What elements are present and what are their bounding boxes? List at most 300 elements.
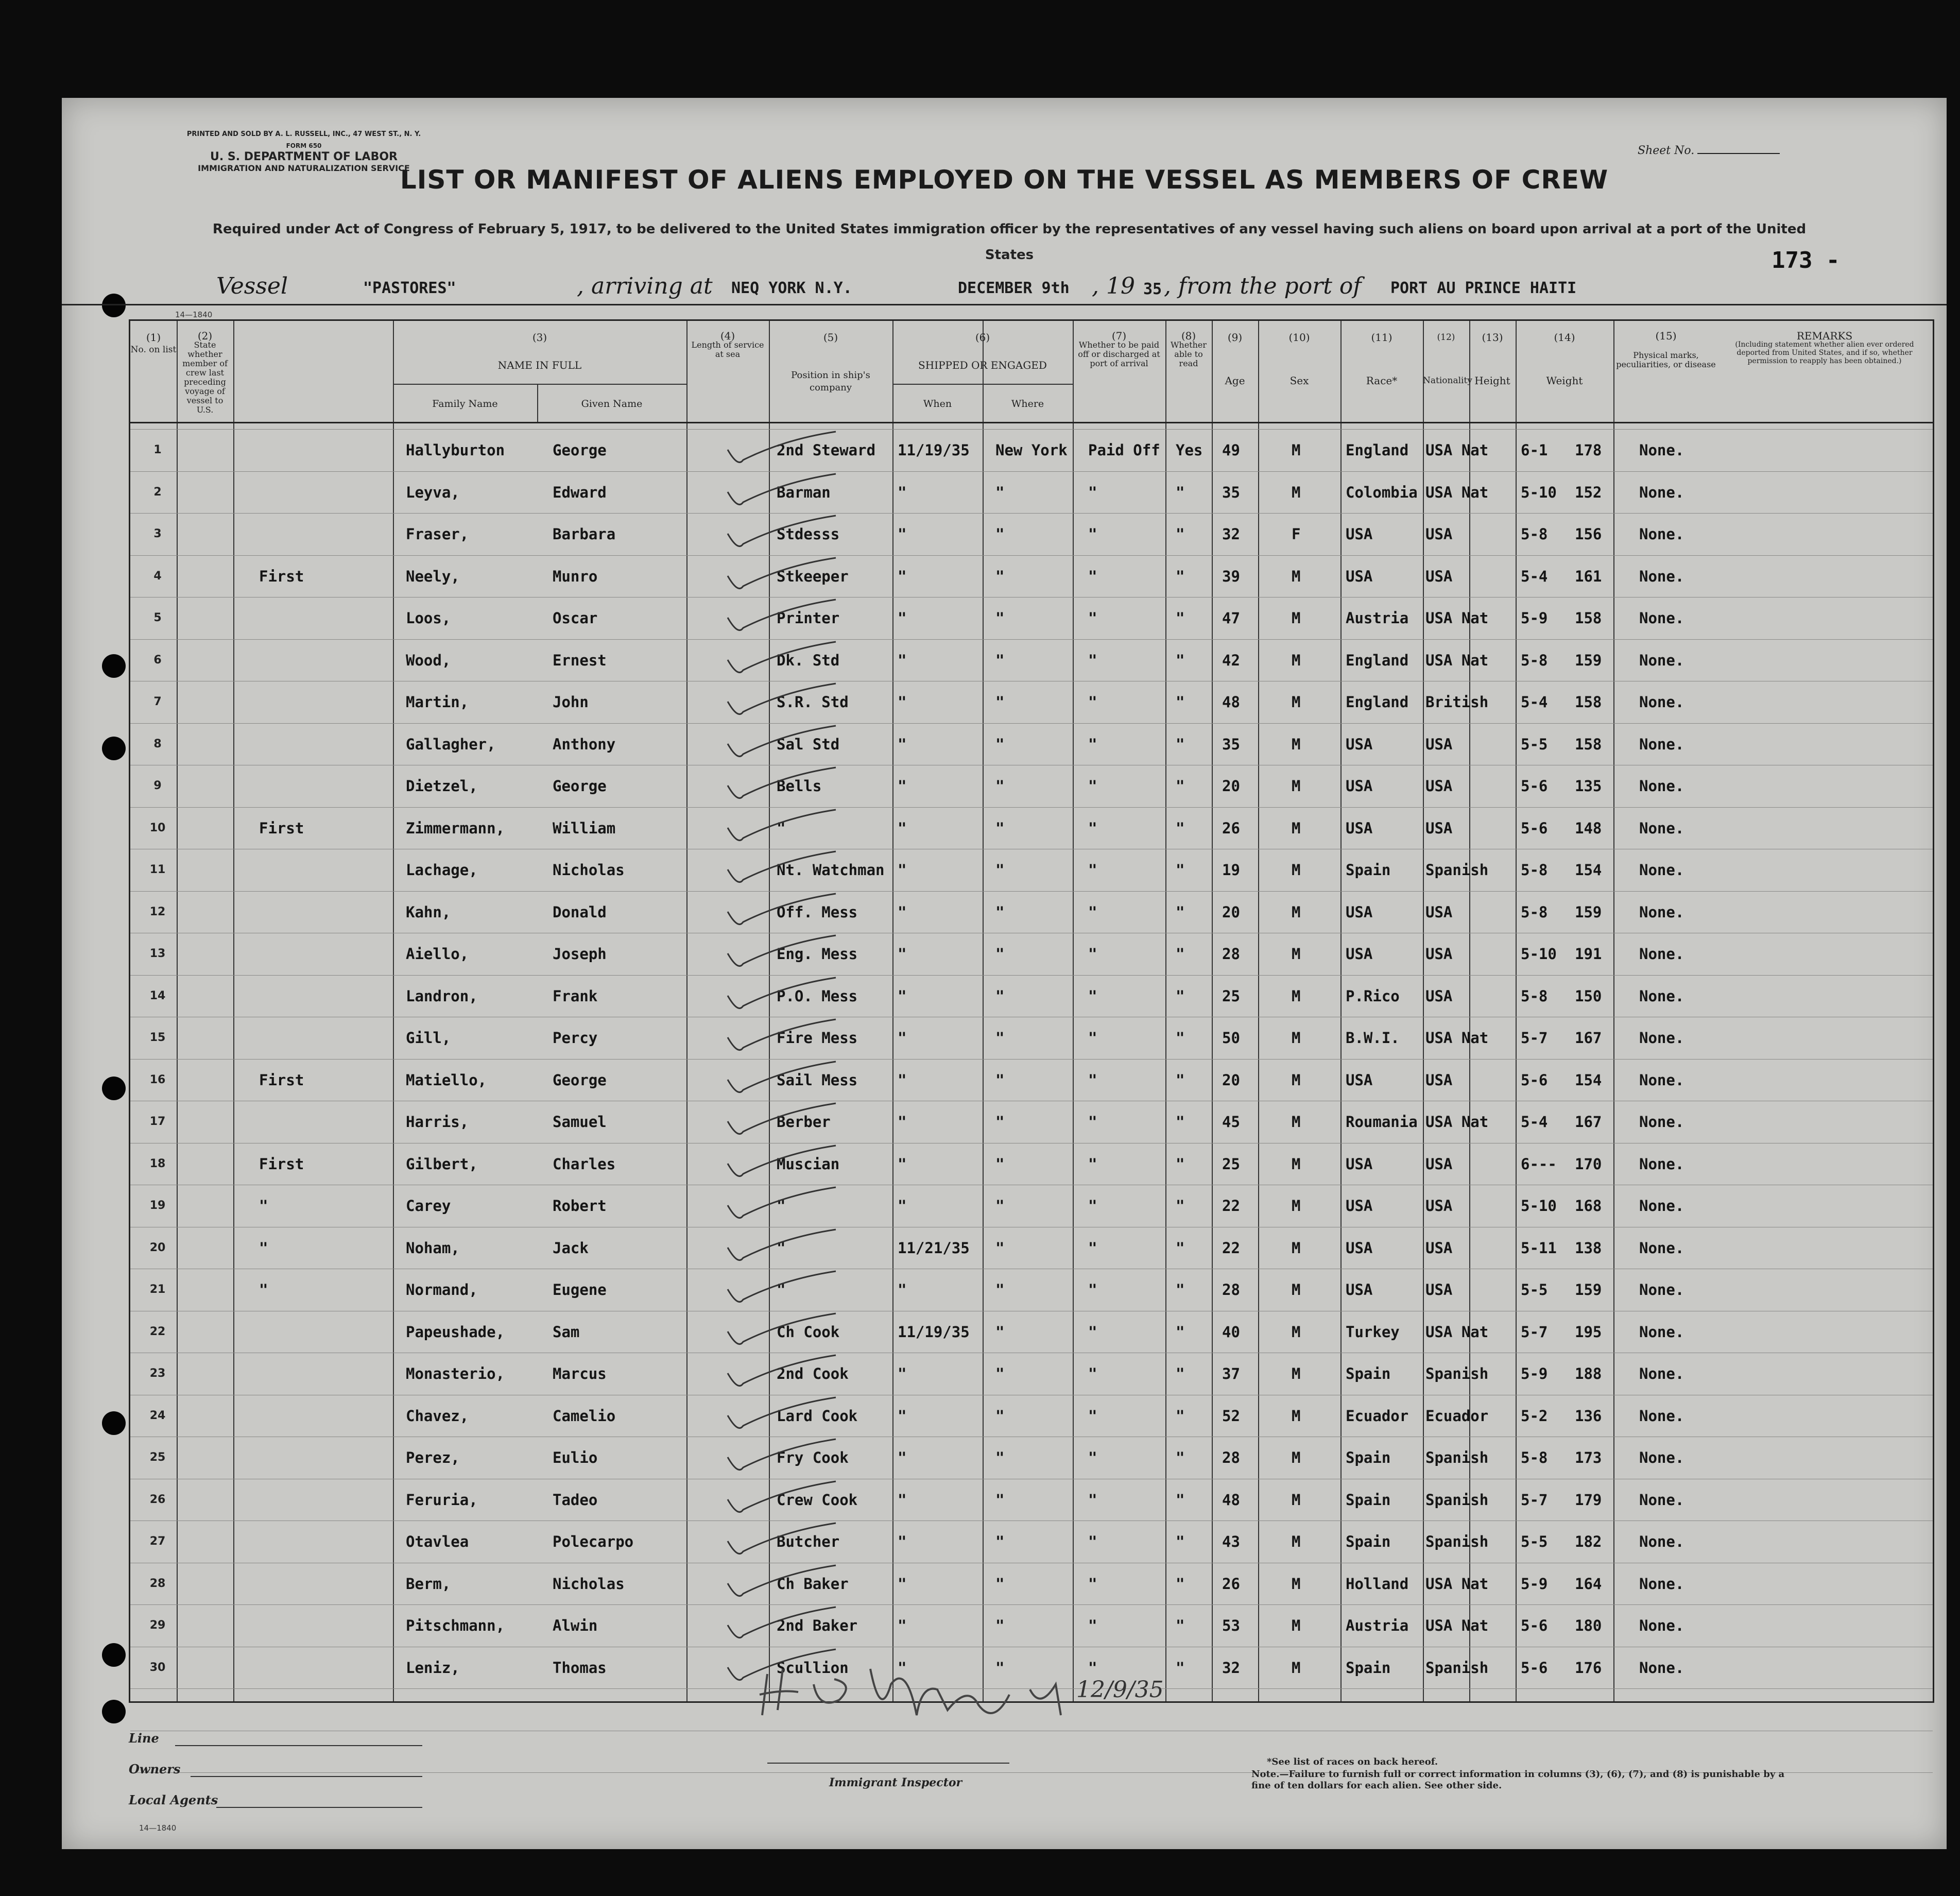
weight: 191 xyxy=(1575,945,1602,963)
nationality: USA xyxy=(1425,1071,1453,1089)
given-name: Anthony xyxy=(553,735,616,753)
height: 5-5 xyxy=(1521,1533,1548,1550)
shipped-when: " xyxy=(898,609,907,627)
state-cell: " xyxy=(259,1239,268,1257)
height: 5-4 xyxy=(1521,567,1548,585)
state-cell: " xyxy=(259,1197,268,1215)
position: " xyxy=(777,1239,786,1257)
shipped-when: " xyxy=(898,1659,907,1677)
row-rule xyxy=(130,639,1933,640)
check-mark-icon xyxy=(723,1059,841,1095)
height: 5-5 xyxy=(1521,1281,1548,1299)
age: 35 xyxy=(1222,735,1240,753)
race: Spain xyxy=(1346,1449,1391,1466)
form-subtitle: Required under Act of Congress of February 5, 1917, to be delivered to the United States immigration officer by the representatives of any vessel having such aliens on board upon arrival at a port of the United States xyxy=(212,221,1807,263)
able-to-read: " xyxy=(1176,1365,1185,1382)
able-to-read: Yes xyxy=(1176,441,1203,459)
height: 5-8 xyxy=(1521,861,1548,879)
position: Barman xyxy=(777,483,831,501)
col-10-header: (10) Sex xyxy=(1288,331,1310,387)
sheet-number-field xyxy=(1638,144,1780,157)
family-name: Carey xyxy=(406,1197,451,1215)
shipped-when: " xyxy=(898,903,907,921)
given-name: Tadeo xyxy=(553,1491,598,1509)
age: 45 xyxy=(1222,1113,1240,1131)
signature-date: 12/9/35 xyxy=(1076,1677,1164,1703)
row-rule xyxy=(130,891,1933,892)
able-to-read: " xyxy=(1176,1575,1185,1593)
sex: M xyxy=(1292,1281,1301,1299)
sex: M xyxy=(1292,567,1301,585)
page-number: 173 - xyxy=(1772,247,1840,274)
race: USA xyxy=(1346,735,1373,753)
row-number: 15 xyxy=(149,1031,166,1044)
family-name: Gilbert, xyxy=(406,1155,478,1173)
paid-off: " xyxy=(1088,861,1097,879)
physical-marks: None. xyxy=(1639,1407,1684,1425)
row-number: 30 xyxy=(149,1661,166,1674)
age: 26 xyxy=(1222,1575,1240,1593)
given-name: Sam xyxy=(553,1323,580,1341)
nationality: USA xyxy=(1425,1197,1453,1215)
paid-off: " xyxy=(1088,1617,1097,1634)
shipped-where: " xyxy=(995,1029,1005,1047)
nationality: USA xyxy=(1425,819,1453,837)
family-name: Harris, xyxy=(406,1113,469,1131)
height: 5-2 xyxy=(1521,1407,1548,1425)
row-rule xyxy=(130,429,1933,430)
age: 22 xyxy=(1222,1197,1240,1215)
shipped-where: " xyxy=(995,945,1005,963)
nationality: Spanish xyxy=(1425,1449,1489,1466)
punch-hole xyxy=(102,654,126,678)
age: 43 xyxy=(1222,1533,1240,1550)
family-name: Gill, xyxy=(406,1029,451,1047)
row-number: 18 xyxy=(149,1157,166,1170)
race: Spain xyxy=(1346,1491,1391,1509)
physical-marks: None. xyxy=(1639,693,1684,711)
position: Butcher xyxy=(777,1533,840,1550)
shipped-when: 11/21/35 xyxy=(898,1239,970,1257)
family-name: Fraser, xyxy=(406,525,469,543)
shipped-where: " xyxy=(995,1239,1005,1257)
sex: M xyxy=(1292,1239,1301,1257)
position: Eng. Mess xyxy=(777,945,858,963)
weight: 152 xyxy=(1575,483,1602,501)
height: 5-8 xyxy=(1521,987,1548,1005)
row-number: 24 xyxy=(149,1409,166,1422)
given-name: John xyxy=(553,693,589,711)
able-to-read: " xyxy=(1176,1197,1185,1215)
shipped-when: " xyxy=(898,735,907,753)
physical-marks: None. xyxy=(1639,1449,1684,1466)
check-mark-icon xyxy=(723,765,841,801)
race: Spain xyxy=(1346,1533,1391,1550)
position: 2nd Cook xyxy=(777,1365,849,1382)
nationality: USA Nat xyxy=(1425,483,1489,501)
physical-marks: None. xyxy=(1639,1029,1684,1047)
shipped-where: " xyxy=(995,1533,1005,1550)
check-mark-icon xyxy=(723,975,841,1011)
given-name: William xyxy=(553,819,616,837)
shipped-when: " xyxy=(898,819,907,837)
line-label: Line xyxy=(129,1731,159,1746)
col-9-header: (9) Age xyxy=(1225,331,1245,387)
race: Austria xyxy=(1346,1617,1409,1634)
family-name: Feruria, xyxy=(406,1491,478,1509)
physical-marks: None. xyxy=(1639,903,1684,921)
check-mark-icon xyxy=(723,1563,841,1599)
paid-off: " xyxy=(1088,1407,1097,1425)
sex: M xyxy=(1292,777,1301,795)
given-name: Thomas xyxy=(553,1659,607,1677)
given-name: Samuel xyxy=(553,1113,607,1131)
check-mark-icon xyxy=(723,429,841,465)
check-mark-icon xyxy=(723,1311,841,1347)
weight: 173 xyxy=(1575,1449,1602,1466)
row-rule xyxy=(130,471,1933,472)
sex: M xyxy=(1292,1365,1301,1382)
nationality: USA xyxy=(1425,987,1453,1005)
able-to-read: " xyxy=(1176,1491,1185,1509)
paid-off: " xyxy=(1088,1659,1097,1677)
shipped-where: " xyxy=(995,1407,1005,1425)
given-name: Nicholas xyxy=(553,861,625,879)
paid-off: " xyxy=(1088,1113,1097,1131)
age: 32 xyxy=(1222,1659,1240,1677)
check-mark-icon xyxy=(723,933,841,969)
paid-off: " xyxy=(1088,1197,1097,1215)
race: USA xyxy=(1346,1239,1373,1257)
check-mark-icon xyxy=(723,681,841,717)
family-name: Noham, xyxy=(406,1239,460,1257)
manifest-sheet xyxy=(62,98,1947,1849)
position: Muscian xyxy=(777,1155,840,1173)
height: 6--- xyxy=(1521,1155,1557,1173)
given-name-header: Given Name xyxy=(581,398,643,409)
col-3-header: (3) NAME IN FULL xyxy=(497,331,582,371)
shipped-when: " xyxy=(898,1491,907,1509)
physical-marks: None. xyxy=(1639,777,1684,795)
col-14-header: (14) Weight xyxy=(1546,331,1583,387)
position: Nt. Watchman xyxy=(777,861,885,879)
height: 5-11 xyxy=(1521,1239,1557,1257)
height: 6-1 xyxy=(1521,441,1548,459)
sex: M xyxy=(1292,1449,1301,1466)
shipped-where: " xyxy=(995,1323,1005,1341)
state-cell: First xyxy=(259,567,304,585)
vessel-name: "PASTORES" xyxy=(363,279,456,297)
nationality: USA xyxy=(1425,1239,1453,1257)
shipped-when: " xyxy=(898,1281,907,1299)
age: 20 xyxy=(1222,777,1240,795)
given-name: Joseph xyxy=(553,945,607,963)
paid-off: " xyxy=(1088,1071,1097,1089)
age: 20 xyxy=(1222,1071,1240,1089)
physical-marks: None. xyxy=(1639,1239,1684,1257)
form-code-bottom: 14—1840 xyxy=(139,1823,177,1833)
position: Lard Cook xyxy=(777,1407,858,1425)
family-name: Perez, xyxy=(406,1449,460,1466)
paid-off: " xyxy=(1088,483,1097,501)
age: 52 xyxy=(1222,1407,1240,1425)
shipped-when: " xyxy=(898,1071,907,1089)
family-name: Martin, xyxy=(406,693,469,711)
age: 47 xyxy=(1222,609,1240,627)
printer-line: PRINTED AND SOLD BY A. L. RUSSELL, INC., 47 WEST ST., N. Y. xyxy=(186,130,421,138)
given-name: Ernest xyxy=(553,651,607,669)
able-to-read: " xyxy=(1176,861,1185,879)
family-name: Otavlea xyxy=(406,1533,469,1550)
nationality: Spanish xyxy=(1425,861,1489,879)
shipped-when: " xyxy=(898,651,907,669)
physical-marks: None. xyxy=(1639,1491,1684,1509)
check-mark-icon xyxy=(723,1101,841,1137)
paid-off: " xyxy=(1088,1491,1097,1509)
physical-marks: None. xyxy=(1639,1113,1684,1131)
check-mark-icon xyxy=(723,1017,841,1053)
able-to-read: " xyxy=(1176,1533,1185,1550)
given-name: Polecarpo xyxy=(553,1533,634,1550)
sex: M xyxy=(1292,945,1301,963)
age: 42 xyxy=(1222,651,1240,669)
position: Stdesss xyxy=(777,525,840,543)
race: USA xyxy=(1346,777,1373,795)
race: Spain xyxy=(1346,1659,1391,1677)
age: 26 xyxy=(1222,819,1240,837)
nationality: USA xyxy=(1425,1281,1453,1299)
given-name: Munro xyxy=(553,567,598,585)
row-number: 4 xyxy=(153,569,162,583)
able-to-read: " xyxy=(1176,945,1185,963)
shipped-where: " xyxy=(995,1281,1005,1299)
paid-off: Paid Off xyxy=(1088,441,1160,459)
given-name: Barbara xyxy=(553,525,616,543)
age: 40 xyxy=(1222,1323,1240,1341)
paid-off: " xyxy=(1088,819,1097,837)
check-mark-icon xyxy=(723,807,841,843)
paid-off: " xyxy=(1088,1533,1097,1550)
nationality: USA Nat xyxy=(1425,1617,1489,1634)
nationality: USA Nat xyxy=(1425,651,1489,669)
given-name: Jack xyxy=(553,1239,589,1257)
row-number: 17 xyxy=(149,1115,166,1128)
paid-off: " xyxy=(1088,1323,1097,1341)
inspector-signature xyxy=(752,1653,1164,1731)
paid-off: " xyxy=(1088,903,1097,921)
shipped-where: " xyxy=(995,1365,1005,1382)
sex: M xyxy=(1292,693,1301,711)
height: 5-6 xyxy=(1521,777,1548,795)
given-name: Percy xyxy=(553,1029,598,1047)
age: 22 xyxy=(1222,1239,1240,1257)
position: Sail Mess xyxy=(777,1071,858,1089)
weight: 180 xyxy=(1575,1617,1602,1634)
position: Bells xyxy=(777,777,822,795)
able-to-read: " xyxy=(1176,483,1185,501)
family-name: Leniz, xyxy=(406,1659,460,1677)
punch-hole xyxy=(102,737,126,760)
col-15-header: (15) Physical marks, peculiarities, or disease xyxy=(1616,330,1716,369)
weight: 158 xyxy=(1575,609,1602,627)
able-to-read: " xyxy=(1176,1659,1185,1677)
race: England xyxy=(1346,693,1409,711)
able-to-read: " xyxy=(1176,1449,1185,1466)
family-name-header: Family Name xyxy=(432,398,498,409)
position: " xyxy=(777,819,786,837)
sex: M xyxy=(1292,1407,1301,1425)
height: 5-6 xyxy=(1521,819,1548,837)
family-name: Aiello, xyxy=(406,945,469,963)
height: 5-10 xyxy=(1521,1197,1557,1215)
row-number: 25 xyxy=(149,1451,166,1464)
physical-marks: None. xyxy=(1639,483,1684,501)
shipped-where: " xyxy=(995,525,1005,543)
shipped-where: " xyxy=(995,693,1005,711)
shipped-when: " xyxy=(898,1449,907,1466)
shipped-where: " xyxy=(995,1659,1005,1677)
sex: M xyxy=(1292,987,1301,1005)
row-number: 5 xyxy=(153,611,162,624)
position: Ch Cook xyxy=(777,1323,840,1341)
shipped-where: " xyxy=(995,1491,1005,1509)
physical-marks: None. xyxy=(1639,819,1684,837)
weight: 136 xyxy=(1575,1407,1602,1425)
form-number: FORM 650 xyxy=(286,142,322,149)
given-name: Nicholas xyxy=(553,1575,625,1593)
row-number: 20 xyxy=(149,1241,166,1254)
able-to-read: " xyxy=(1176,777,1185,795)
check-mark-icon xyxy=(723,723,841,759)
physical-marks: None. xyxy=(1639,1659,1684,1677)
sex: M xyxy=(1292,1659,1301,1677)
weight: 158 xyxy=(1575,693,1602,711)
races-note: *See list of races on back hereof. xyxy=(1267,1756,1438,1767)
able-to-read: " xyxy=(1176,819,1185,837)
given-name: Edward xyxy=(553,483,607,501)
remarks-header: REMARKS (Including statement whether alien ever ordered deported from United States, and if so, whether permission to reapply has been obtained.) xyxy=(1735,330,1914,365)
penalty-note: Note.—Failure to furnish full or correct information in columns (3), (6), (7), and (8) is punishable by a fine of ten dollars for each alien. See other side. xyxy=(1251,1769,1785,1791)
state-cell: First xyxy=(259,1155,304,1173)
height: 5-8 xyxy=(1521,903,1548,921)
col-2-header: (2) State whether member of crew last preceding voyage of vessel to U.S. xyxy=(182,330,228,415)
family-name: Zimmermann, xyxy=(406,819,505,837)
sex: M xyxy=(1292,861,1301,879)
check-mark-icon xyxy=(723,513,841,549)
when-header: When xyxy=(923,398,952,409)
vessel-label: Vessel xyxy=(216,273,288,299)
check-mark-icon xyxy=(723,1353,841,1389)
weight: 159 xyxy=(1575,651,1602,669)
race: USA xyxy=(1346,819,1373,837)
physical-marks: None. xyxy=(1639,441,1684,459)
physical-marks: None. xyxy=(1639,1575,1684,1593)
row-number: 3 xyxy=(153,527,162,540)
age: 19 xyxy=(1222,861,1240,879)
col-13-header: (13) Height xyxy=(1474,331,1510,387)
given-name: George xyxy=(553,1071,607,1089)
row-number: 22 xyxy=(149,1325,166,1338)
position: P.O. Mess xyxy=(777,987,858,1005)
shipped-where: " xyxy=(995,1575,1005,1593)
age: 25 xyxy=(1222,1155,1240,1173)
row-number: 10 xyxy=(149,821,166,834)
physical-marks: None. xyxy=(1639,651,1684,669)
position: Printer xyxy=(777,609,840,627)
where-header: Where xyxy=(1011,398,1044,409)
height: 5-9 xyxy=(1521,1365,1548,1382)
shipped-when: 11/19/35 xyxy=(898,441,970,459)
paid-off: " xyxy=(1088,693,1097,711)
check-mark-icon xyxy=(723,597,841,633)
sex: M xyxy=(1292,1071,1301,1089)
height: 5-10 xyxy=(1521,945,1557,963)
sex: M xyxy=(1292,441,1301,459)
sex: M xyxy=(1292,819,1301,837)
race: England xyxy=(1346,651,1409,669)
shipped-when: " xyxy=(898,945,907,963)
sex: M xyxy=(1292,483,1301,501)
position: Ch Baker xyxy=(777,1575,849,1593)
height: 5-7 xyxy=(1521,1491,1548,1509)
position: Stkeeper xyxy=(777,567,849,585)
race: USA xyxy=(1346,525,1373,543)
footer xyxy=(129,1726,1931,1839)
age: 49 xyxy=(1222,441,1240,459)
col-5-header: (5) Position in ship's company xyxy=(791,331,870,393)
given-name: Eugene xyxy=(553,1281,607,1299)
weight: 195 xyxy=(1575,1323,1602,1341)
weight: 170 xyxy=(1575,1155,1602,1173)
shipped-where: " xyxy=(995,1449,1005,1466)
punch-hole xyxy=(102,1700,126,1723)
row-number: 29 xyxy=(149,1619,166,1632)
weight: 159 xyxy=(1575,903,1602,921)
race: Spain xyxy=(1346,1365,1391,1382)
row-number: 12 xyxy=(149,905,166,918)
position: Fry Cook xyxy=(777,1449,849,1466)
col-11-header: (11) Race* xyxy=(1366,331,1398,387)
from-port: PORT AU PRINCE HAITI xyxy=(1390,279,1577,297)
check-mark-icon xyxy=(723,1437,841,1473)
sex: M xyxy=(1292,1491,1301,1509)
paid-off: " xyxy=(1088,1281,1097,1299)
position: 2nd Baker xyxy=(777,1617,858,1634)
shipped-where: " xyxy=(995,819,1005,837)
shipped-when: " xyxy=(898,1407,907,1425)
weight: 161 xyxy=(1575,567,1602,585)
family-name: Neely, xyxy=(406,567,460,585)
state-cell: First xyxy=(259,1071,304,1089)
weight: 179 xyxy=(1575,1491,1602,1509)
family-name: Normand, xyxy=(406,1281,478,1299)
nationality: USA xyxy=(1425,735,1453,753)
family-name: Kahn, xyxy=(406,903,451,921)
shipped-where: " xyxy=(995,1155,1005,1173)
row-number: 11 xyxy=(149,863,166,876)
shipped-when: " xyxy=(898,777,907,795)
physical-marks: None. xyxy=(1639,609,1684,627)
height: 5-8 xyxy=(1521,651,1548,669)
row-number: 13 xyxy=(149,947,166,960)
col-7-header: (7) Whether to be paid off or discharged at port of arrival xyxy=(1078,330,1160,368)
row-number: 9 xyxy=(153,779,162,792)
weight: 154 xyxy=(1575,1071,1602,1089)
shipped-when: " xyxy=(898,1533,907,1550)
shipped-where: " xyxy=(995,1071,1005,1089)
weight: 154 xyxy=(1575,861,1602,879)
physical-marks: None. xyxy=(1639,1617,1684,1634)
